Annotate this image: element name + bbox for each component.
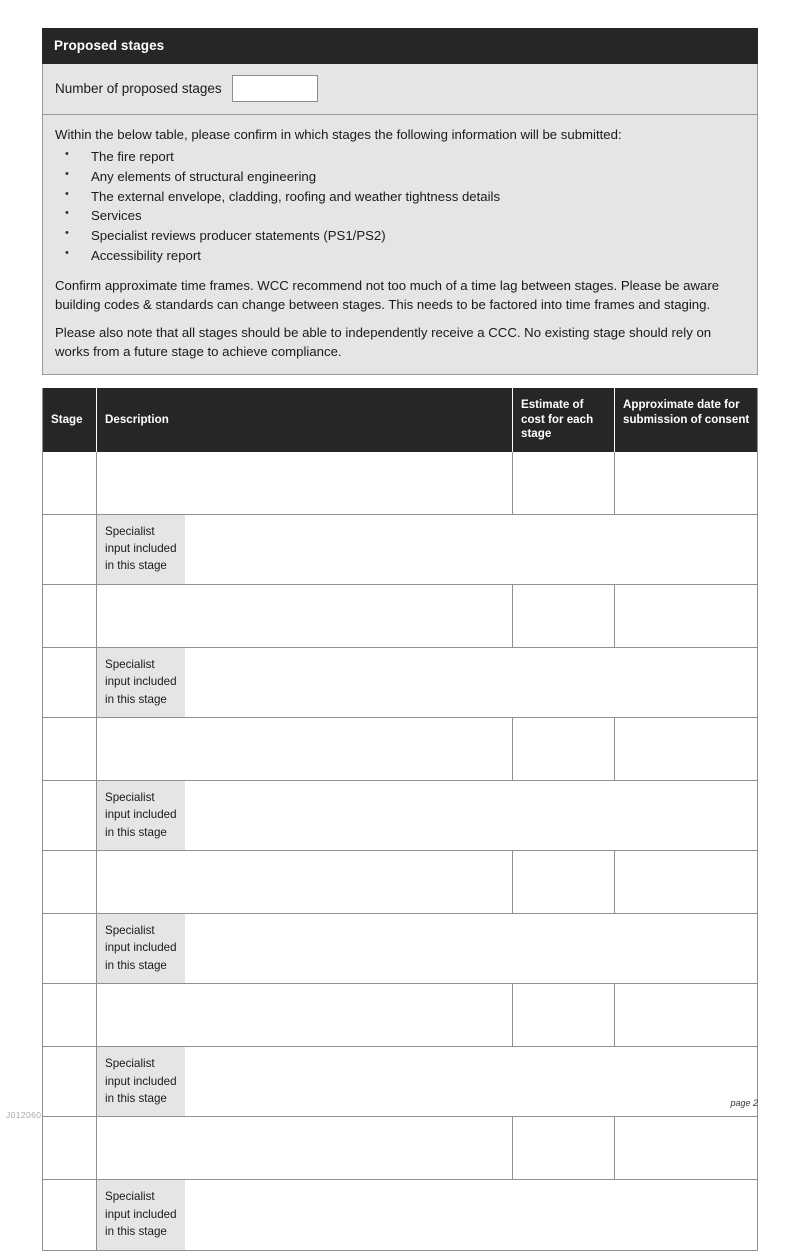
specialist-input-label: Specialist input included in this stage <box>97 515 185 584</box>
stage-block <box>43 585 757 718</box>
cell-cost[interactable] <box>513 585 615 647</box>
stage-spacer <box>43 1180 97 1249</box>
cell-description[interactable] <box>97 1117 513 1179</box>
section-title-bar <box>42 28 758 64</box>
specialist-input-row <box>43 781 757 851</box>
specialist-input-row <box>43 648 757 718</box>
instructions-intro: Within the below table, please confirm in which stages the following information will be submitted: <box>55 127 622 142</box>
list-item: • Accessibility report <box>55 247 745 266</box>
stage-count-label: Number of proposed stages <box>55 81 222 96</box>
cell-date[interactable] <box>615 984 757 1046</box>
cell-stage[interactable] <box>43 851 97 913</box>
cell-stage[interactable] <box>43 718 97 780</box>
specialist-input-field[interactable] <box>185 1180 757 1249</box>
column-header-date: Approximate date for submission of consent <box>623 398 750 426</box>
stage-block <box>43 1117 757 1249</box>
cell-date[interactable] <box>615 452 757 514</box>
cell-cost[interactable] <box>513 452 615 514</box>
cell-date[interactable] <box>615 585 757 647</box>
cell-description[interactable] <box>97 984 513 1046</box>
cell-cost[interactable] <box>513 718 615 780</box>
stage-block <box>43 718 757 851</box>
specialist-input-field[interactable] <box>185 515 757 584</box>
stage-spacer <box>43 648 97 717</box>
table-header-row <box>43 388 757 451</box>
cell-stage[interactable] <box>43 585 97 647</box>
specialist-input-field[interactable] <box>185 1047 757 1116</box>
stage-count-row <box>43 64 757 115</box>
cell-description[interactable] <box>97 718 513 780</box>
stage-spacer <box>43 1047 97 1116</box>
specialist-input-field[interactable] <box>185 648 757 717</box>
list-item: • Specialist reviews producer statements (PS1/PS2) <box>55 227 745 246</box>
cell-cost[interactable] <box>513 851 615 913</box>
number-of-proposed-stages-input[interactable] <box>232 75 318 102</box>
table-row <box>43 984 757 1047</box>
stages-table <box>42 388 758 1250</box>
table-row <box>43 718 757 781</box>
ccc-compliance-paragraph: Please also note that all stages should be able to independently receive a CCC. No existing stage should rely on works from a future stage to achieve compliance. <box>55 324 712 359</box>
cell-cost[interactable] <box>513 1117 615 1179</box>
stage-spacer <box>43 914 97 983</box>
list-item: • The fire report <box>55 148 745 167</box>
list-item: • Services <box>55 207 745 226</box>
cell-cost[interactable] <box>513 984 615 1046</box>
list-item: • The external envelope, cladding, roofing and weather tightness details <box>55 188 745 207</box>
stage-spacer <box>43 515 97 584</box>
specialist-input-label: Specialist input included in this stage <box>97 781 185 850</box>
column-header-cost: Estimate of cost for each stage <box>513 388 615 451</box>
specialist-input-row <box>43 1047 757 1117</box>
table-row <box>43 585 757 648</box>
form-page <box>42 28 758 1251</box>
cell-description[interactable] <box>97 585 513 647</box>
specialist-input-row <box>43 1180 757 1249</box>
cell-date[interactable] <box>615 851 757 913</box>
specialist-input-label: Specialist input included in this stage <box>97 1047 185 1116</box>
stage-spacer <box>43 781 97 850</box>
form-code: J012060 <box>6 1110 42 1120</box>
cell-description[interactable] <box>97 452 513 514</box>
table-row <box>43 1117 757 1180</box>
table-row <box>43 452 757 515</box>
page-title: Proposed stages <box>54 38 165 53</box>
specialist-input-field[interactable] <box>185 914 757 983</box>
specialist-input-label: Specialist input included in this stage <box>97 1180 185 1249</box>
column-header-stage: Stage <box>43 388 97 451</box>
specialist-input-field[interactable] <box>185 781 757 850</box>
specialist-input-label: Specialist input included in this stage <box>97 914 185 983</box>
cell-stage[interactable] <box>43 1117 97 1179</box>
time-frames-paragraph: Confirm approximate time frames. WCC recommend not too much of a time lag between stages. Please be aware building codes & standards can change between stages. This needs to be factored into time frames and staging. <box>55 277 720 312</box>
cell-stage[interactable] <box>43 452 97 514</box>
cell-date[interactable] <box>615 1117 757 1179</box>
specialist-input-row <box>43 914 757 984</box>
instructions-body <box>43 115 757 374</box>
stage-block <box>43 984 757 1117</box>
cell-description[interactable] <box>97 851 513 913</box>
stage-block <box>43 452 757 585</box>
proposed-stages-panel <box>42 64 758 375</box>
page-number: page 2 <box>730 1098 758 1108</box>
specialist-input-label: Specialist input included in this stage <box>97 648 185 717</box>
list-item: • Any elements of structural engineering <box>55 168 745 187</box>
table-row <box>43 851 757 914</box>
stage-block <box>43 851 757 984</box>
submission-items-list <box>55 148 745 265</box>
cell-date[interactable] <box>615 718 757 780</box>
specialist-input-row <box>43 515 757 585</box>
column-header-description: Description <box>97 388 513 451</box>
cell-stage[interactable] <box>43 984 97 1046</box>
